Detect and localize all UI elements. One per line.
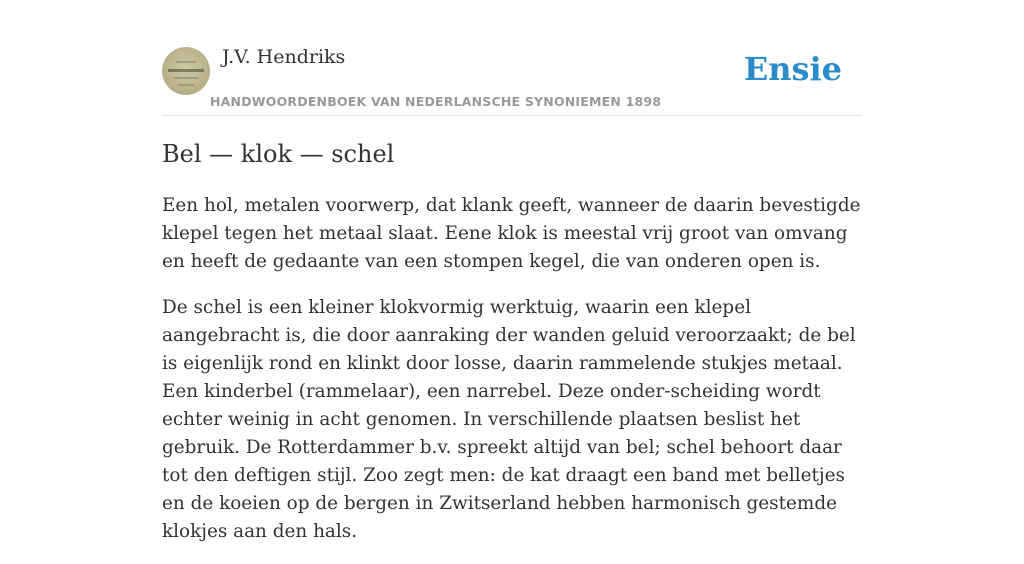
paragraph: De schel is een kleiner klokvormig werktuig, waarin een klepel aangebracht is, die door aanraking der wanden geluid veroorzaakt; de bel is eigenlijk rond en klinkt door losse, daarin rammelende stukjes metaal. Een kinderbel (rammelaar), een narrebel. Deze onder-scheiding wordt echter weinig in acht genomen. In verschillende plaatsen beslist het gebruik. De Rotterdammer b.v. spreekt altijd van bel; schel behoort daar tot den deftigen stijl. Zoo zegt men: de kat draagt een band met belletjes en de koeien op de bergen in Zwitserland hebben harmonisch gestemde klokjes aan den hals. — [162, 297, 856, 542]
header — [162, 0, 862, 116]
source-title[interactable]: HANDWOORDENBOEK VAN NEDERLANSCHE SYNONIEMEN 1898 — [210, 94, 662, 109]
article-body — [162, 192, 864, 564]
paragraph: Een hol, metalen voorwerp, dat klank geeft, wanneer de daarin bevestigde klepel tegen het metaal slaat. Eene klok is meestal vrij groot van omvang en heeft de gedaante van een stompen kegel, die van onderen open is. — [162, 195, 861, 272]
author-name[interactable]: J.V. Hendriks — [222, 46, 346, 68]
book-cover-avatar[interactable] — [162, 47, 210, 95]
page-title: Bel — klok — schel — [162, 140, 395, 168]
ensie-logo[interactable]: Ensie — [743, 50, 842, 88]
page — [162, 0, 862, 542]
